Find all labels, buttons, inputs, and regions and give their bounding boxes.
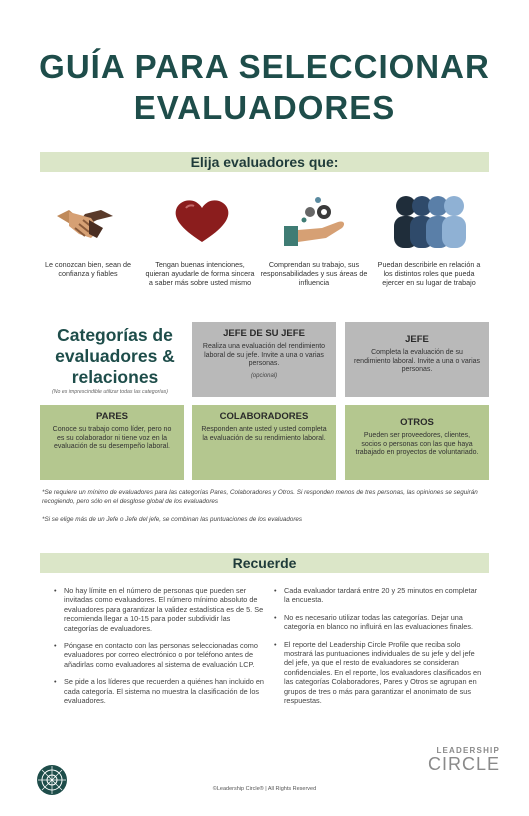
categories-note: (No es imprescindible utilizar todas las categorías) bbox=[52, 389, 168, 395]
remember-bar: Recuerde bbox=[40, 553, 489, 573]
category-text: Realiza una evaluación del rendimiento laboral de su jefe. Invite a una o varias personas. bbox=[202, 343, 326, 367]
choose-evaluators-bar: Elija evaluadores que: bbox=[40, 152, 489, 172]
page-title bbox=[0, 46, 529, 128]
people-group-icon bbox=[392, 190, 470, 250]
category-title: JEFE bbox=[405, 334, 429, 345]
remember-right-column bbox=[274, 586, 484, 713]
category-box-pares bbox=[40, 405, 184, 480]
category-text: Completa la evaluación de su rendimiento laboral. Invite a una o varias personas. bbox=[353, 349, 481, 373]
list-item: • Se pide a los líderes que recuerden a quiénes han incluido en cada categoría. El sistema no muestra la clasificación de los evaluadores. bbox=[54, 677, 264, 705]
list-item: • No es necesario utilizar todas las categorías. Dejar una categoría en blanco no influirá en las evaluaciones finales. bbox=[274, 613, 484, 632]
footnote-minimum: *Se requiere un mínimo de evaluadores para las categorías Pares, Colaboradores y Otros. Si responden menos de tres personas, las opiniones se seguirán recogiendo, pero sólo en el desglose global de los evaluadores bbox=[42, 489, 478, 505]
brand-bottom-text: CIRCLE bbox=[427, 754, 500, 774]
category-text: Conoce su trabajo como líder, pero no es su colaborador ni tiene voz en la evaluación de su desempeño laboral. bbox=[52, 426, 172, 450]
category-box-colaboradores bbox=[192, 405, 336, 480]
category-title: COLABORADORES bbox=[219, 411, 309, 422]
page-title-line-1: GUÍA PARA SELECCIONAR bbox=[39, 48, 490, 85]
criteria-label-know-well: Le conozcan bien, sean de confianza y fiables bbox=[45, 260, 131, 278]
category-text: Responden ante usted y usted completa la evaluación de su rendimiento laboral. bbox=[201, 426, 327, 442]
categories-heading: Categorías de evaluadores & relaciones bbox=[55, 325, 175, 387]
footnote-multiple-bosses: *Si se elige más de un Jefe o Jefe del jefe, se combinan las puntuaciones de los evaluadores bbox=[42, 516, 303, 523]
heart-icon bbox=[172, 196, 232, 246]
hand-gears-icon bbox=[282, 192, 352, 248]
brand-top-text: LEADERSHIP bbox=[436, 746, 500, 755]
criteria-label-understand-work: Comprendan su trabajo, sus responsabilidades y sus áreas de influencia bbox=[260, 260, 368, 287]
list-item: • El reporte del Leadership Circle Profile que reciba solo mostrará las puntuaciones individuales de su jefe y del jefe del jefe, ya que el resto de evaluadores se consideran confidenciales. En el reporte, los evaluadores clasificados en las categorías Colaboradores, Pares y Otros se agrupan en grupos de tres o más para garantizar el anonimato de sus respuestas. bbox=[274, 640, 484, 706]
page-title-line-2: EVALUADORES bbox=[133, 89, 396, 126]
category-box-jefe bbox=[345, 322, 489, 397]
category-text: Pueden ser proveedores, clientes, socios o personas con las que haya trabajado en proyectos de voluntariado. bbox=[355, 432, 479, 456]
category-title: OTROS bbox=[400, 417, 434, 428]
category-optional-note: (opcional) bbox=[250, 372, 278, 379]
category-box-jefe-de-su-jefe bbox=[192, 322, 336, 397]
handshake-icon bbox=[55, 198, 115, 248]
brand-logo bbox=[420, 746, 500, 773]
criteria-label-good-intentions: Tengan buenas intenciones, quieran ayudarle de forma sincera a saber más sobre usted mismo bbox=[145, 260, 255, 287]
criteria-label-describe-roles: Puedan describirle en relación a los distintos roles que pueda ejercer en su lugar de trabajo bbox=[377, 260, 481, 287]
copyright-text: ©Leadership Circle® | All Rights Reserved bbox=[212, 786, 317, 792]
category-title: PARES bbox=[95, 411, 129, 422]
list-item: • No hay límite en el número de personas que pueden ser invitadas como evaluadores. El número mínimo absoluto de evaluadores para garantizar la validez estadística es de 5. Se recomienda llegar a 10-15 para poder subdividir las categorías de evaluadores. bbox=[54, 586, 264, 633]
list-item: • Cada evaluador tardará entre 20 y 25 minutos en completar la encuesta. bbox=[274, 586, 484, 605]
remember-left-column bbox=[54, 586, 264, 713]
category-title: JEFE DE SU JEFE bbox=[223, 328, 305, 339]
category-box-otros bbox=[345, 405, 489, 480]
list-item: • Póngase en contacto con las personas seleccionadas como evaluadores por correo electrónico o por teléfono antes de añadirlas como evaluadores al sistema de evaluación LCP. bbox=[54, 641, 264, 669]
